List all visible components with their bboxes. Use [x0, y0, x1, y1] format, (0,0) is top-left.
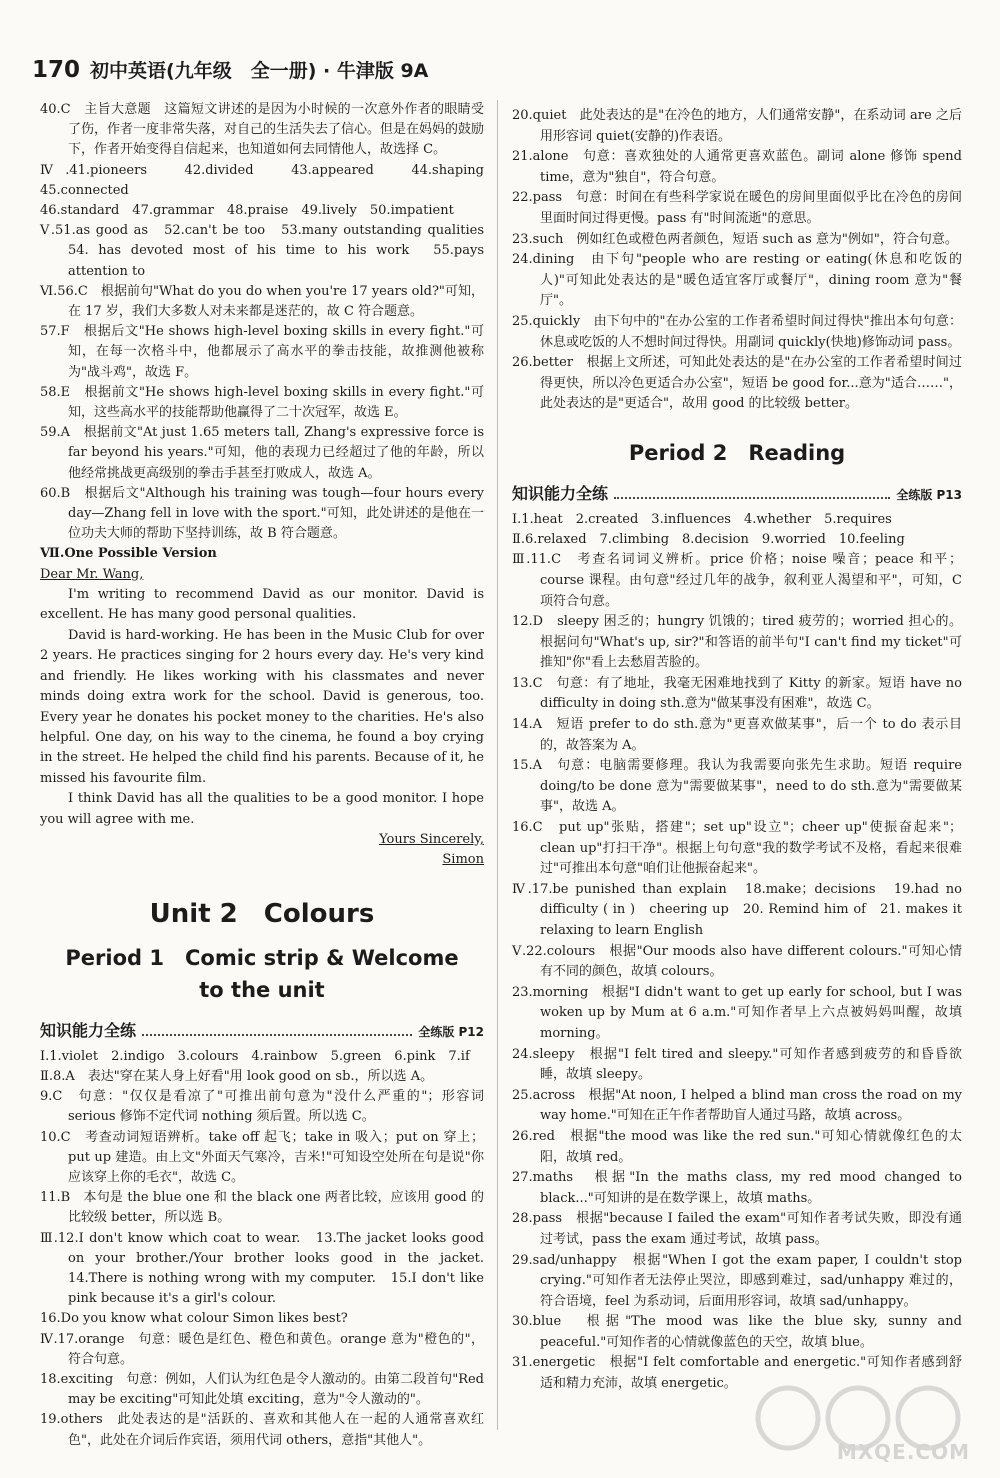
answer-entry: 16.C put up"张贴，搭建"；set up"设立"；cheer up"使振奋起来"；clean up"打扫干净"。根据上句句意"我的数学考试不及格，看起来很难过"可推出本句意"咱们让他振奋起来"。 [512, 820, 962, 877]
answer-entry: 25.quickly 由下句中的"在办公室的工作者希望时间过得快"推出本句句意：休息或吃饭的人不想时间过得快。用副词 quickly(快地)修饰动词 pass。 [512, 313, 962, 350]
answer-line: Ⅰ.1.heat 2.created 3.influences 4.whether 5.requires [512, 511, 892, 527]
column-divider [497, 100, 498, 1430]
answer-entry: Ⅲ.11.C 考查名词词义辨析。price 价格；noise 噪音；peace 和平；course 课程。由句意"经过几年的战争，叙利亚人渴望和平"，可知，C 项符合句意。 [512, 552, 962, 609]
answer-entry: Ⅱ.8.A 表达"穿在某人身上好看"用 look good on sb.，所以选 A。 [40, 1068, 434, 1084]
answer-line: 16.Do you know what colour Simon likes best? [40, 1311, 348, 1327]
dotted-leader [142, 1022, 412, 1036]
answer-entry: 11.B 本句是 the blue one 和 the black one 两者比较，应该用 good 的比较级 better，所以选 B。 [40, 1190, 484, 1226]
section-bar [40, 1018, 484, 1041]
answer-entry: Ⅵ.56.C 根据前句"What do you do when you're 17 years old?"可知，在 17 岁，我们大多数人对未来都是迷茫的，故 C 符合题意。 [40, 283, 484, 320]
answer-entry: Ⅴ.22.colours 根据"Our moods also have different colours."可知心情有不同的颜色，故填 colours。 [512, 943, 962, 980]
letter-paragraph: I think David has all the qualities to be a good monitor. I hope you will agree with me. [40, 791, 484, 827]
answer-line: Ⅰ.1.violet 2.indigo 3.colours 4.rainbow 5.green 6.pink 7.if [40, 1048, 470, 1064]
answer-entry: 58.E 根据前文"He shows high-level boxing skills in every fight."可知，这些高水平的技能帮助他赢得了二十次冠军，故选 E。 [40, 384, 484, 421]
answer-entry: 20.quiet 此处表达的是"在冷色的地方，人们通常安静"，在系动词 are 之后用形容词 quiet(安静的)作表语。 [512, 108, 962, 144]
answer-entry: 25.across 根据"At noon, I helped a blind man cross the road on my way home."可知在正午作者帮助盲人通过马路，故填 across。 [512, 1087, 962, 1124]
answer-entry: 57.F 根据后文"He shows high-level boxing skills in every fight."可知，在每一次格斗中，他都展示了高水平的拳击技能，故推测他被称为"战斗鸡"，故选 F。 [40, 324, 484, 380]
answer-entry: Ⅳ.17.be punished than explain 18.make；decisions 19.had no difficulty ( in ) cheering up 20. Remind him of 21. makes it relaxing to learn English [512, 881, 962, 938]
letter-closing: Yours Sincerely, [379, 831, 484, 847]
answer-line: Ⅱ.6.relaxed 7.climbing 8.decision 9.worried 10.feeling [512, 532, 905, 548]
answer-line: 46.standard 47.grammar 48.praise 49.lively 50.impatient [40, 203, 454, 219]
letter-salutation: Dear Mr. Wang, [40, 566, 144, 582]
answer-entry: 18.exciting 句意：例如，人们认为红色是令人激动的。由第二段首句"Red may be exciting"可知此处填 exciting，意为"令人激动的"。 [40, 1372, 484, 1408]
answer-entry: 24.dining 由下句"people who are resting or eating(休息和吃饭的人)"可知此处表达的是"暖色适宜客厅或餐厅"，dining room 意为"餐厅"。 [512, 252, 962, 309]
answer-entry: 19.others 此处表达的是"活跃的、喜欢和其他人在一起的人通常喜欢红色"，此处在介词后作宾语，须用代词 others，意指"其他人"。 [40, 1412, 484, 1448]
unit-title: Unit 2 Colours [149, 898, 375, 929]
answer-entry: 22.pass 句意：时间在有些科学家说在暖色的房间里面似乎比在冷色的房间里面时间过得更慢。pass 有"时间流逝"的意思。 [512, 190, 962, 226]
answer-entry: 10.C 考查动词短语辨析。take off 起飞；take in 吸入；put on 穿上；put up 建造。由上文"外面天气寒冷，吉米!"可知设空处所在句是说"你应该穿上你的毛衣"，故选 C。 [40, 1129, 484, 1185]
answer-entry: 13.C 句意：有了地址，我毫无困难地找到了 Kitty 的新家。短语 have no difficulty in doing sth.意为"做某事没有困难"，故选 C。 [512, 675, 962, 712]
answer-entry: 29.sad/unhappy 根据"When I got the exam paper, I couldn't stop crying."可知作者无法停止哭泣，即感到难过，sad/unhappy 难过的，符合语境，feel 为系动词，后面用形容词，故填 sad/unhappy。 [512, 1252, 962, 1309]
answer-entry: 26.better 根据上文所述，可知此处表达的是"在办公室的工作者希望时间过得更快，所以冷色更适合办公室"，短语 be good for...意为"适合……"，此处表达的是"更适合"，故用 good 的比较级 better。 [512, 355, 962, 412]
answer-entry: 23.morning 根据"I didn't want to get up early for school, but I was woken up by Mum at 6 a.m."可知作者早上六点被妈妈叫醒，故填 morning。 [512, 984, 962, 1041]
period-title-continued: to the unit [199, 977, 325, 1002]
answer-entry: 28.pass 根据"because I failed the exam"可知作者考试失败，即没有通过考试，pass the exam 通过考试，故填 pass。 [512, 1211, 962, 1247]
answer-entry: Ⅳ.17.orange 句意：暖色是红色、橙色和黄色。orange 意为"橙色的"，符合句意。 [40, 1331, 484, 1367]
section-page-ref: 全练版 P12 [418, 1024, 484, 1039]
answer-entry: 30.blue 根据"The mood was like the blue sky, sunny and peaceful."可知作者的心情就像蓝色的天空，故填 blue。 [512, 1314, 962, 1350]
answer-entry: 23.such 例如红色或橙色两者颜色，短语 such as 意为"例如"，符合句意。 [512, 231, 958, 247]
answer-entry: 24.sleepy 根据"I felt tired and sleepy."可知作者感到疲劳的和昏昏欲睡，故填 sleepy。 [512, 1046, 962, 1083]
letter-paragraph: David is hard-working. He has been in the Music Club for over 2 years. He practices singing for 2 hours every day. He's very kind and friendly. He likes working with his classmates and never minds doing extra work for the school. David is generous, too. Every year he donates his pocket money to the charities. He's also helpful. One day, on his way to the cinema, he found a boy crying in the street. He helped the child find his parents. Because of it, he missed his favourite film. [40, 627, 484, 786]
answer-entry: 27.maths 根据"In the maths class, my red mood changed to black..."可知讲的是在数学课上，故填 maths。 [512, 1170, 962, 1206]
sample-letter [40, 565, 484, 871]
section-label: 知识能力全练 [512, 483, 609, 503]
watermark-text: MXQE.COM [836, 1440, 970, 1464]
answer-entry: Ⅲ.12.I don't know which coat to wear. 13.The jacket looks good on your brother./Your brother looks good in the jacket. 14.There is nothing wrong with my computer. 15.I don't like pink because it's a girl's colour. [40, 1230, 498, 1307]
dotted-leader [614, 485, 890, 499]
page-number: 170 [32, 57, 81, 83]
answer-entry: 9.C 句意："仅仅是看凉了"可推出前句意为"没什么严重的"；形容词 serious 修饰不定代词 nothing 须后置。所以选 C。 [40, 1089, 484, 1125]
section-label: 知识能力全练 [40, 1020, 137, 1040]
answer-entry: 31.energetic 根据"I felt comfortable and energetic."可知作者感到舒适和精力充沛，故填 energetic。 [512, 1355, 962, 1392]
left-column [40, 100, 498, 1451]
answer-entry: Ⅴ.51.as good as 52.can't be too 53.many outstanding qualities 54. has devoted most of his time to his work 55.pays attention to [40, 223, 498, 279]
writing-section-label: Ⅶ.One Possible Version [40, 546, 217, 562]
answer-entry: 15.A 句意：电脑需要修理。我认为我需要向张先生求助。短语 require doing/to be done 意为"需要做某事"，need to do sth.意为"需要做某事"，故选 A。 [512, 758, 962, 815]
answer-entry: 21.alone 句意：喜欢独处的人通常更喜欢蓝色。副词 alone 修饰 spend time，意为"独自"，符合句意。 [512, 149, 962, 185]
section-page-ref: 全练版 P13 [896, 487, 962, 502]
answer-entry: 26.red 根据"the mood was like the red sun."可知心情就像红色的太阳，故填 red。 [512, 1128, 962, 1165]
letter-signature: Simon [442, 852, 484, 868]
letter-paragraph: I'm writing to recommend David as our monitor. David is excellent. He has many good personal qualities. [40, 587, 484, 623]
answer-entry: 12.D sleepy 困乏的；hungry 饥饿的；tired 疲劳的；worried 担心的。根据问句"What's up, sir?"和答语的前半句"I can't find my ticket"可推知"你"看上去愁眉苦脸的。 [512, 614, 962, 671]
period-title: Period 2 Reading [628, 440, 846, 465]
answer-entry: 60.B 根据后文"Although his training was tough—four hours every day—Zhang fell in love with the sport."可知，此处讲述的是他在一位功夫大师的帮助下坚持训练，故 B 符合题意。 [40, 485, 484, 542]
right-column [512, 106, 962, 1395]
answer-entry: 14.A 短语 prefer to do sth.意为"更喜欢做某事"，后一个 to do 表示目的，故答案为 A。 [512, 717, 962, 753]
period-title: Period 1 Comic strip & Welcome [65, 945, 459, 970]
answer-entry: 40.C 主旨大意题 这篇短文讲述的是因为小时候的一次意外作者的眼睛受了伤，作者一度非常失落，对自己的生活失去了信心。但是在妈妈的鼓励下，作者开始变得自信起来，也知道如何去同情他人，故选择 C。 [40, 102, 485, 158]
book-title: 初中英语(九年级 全一册) · 牛津版 9A [90, 60, 429, 82]
answer-entry: 59.A 根据前文"At just 1.65 meters tall, Zhang's expressive force is far beyond his years."可知，他的表现力已经超过了他的年龄，所以他经常挑战更高级别的拳击手甚至打败成人，故选 A。 [40, 425, 484, 481]
answer-line: Ⅳ.41.pioneers 42.divided 43.appeared 44.shaping 45.connected [40, 162, 498, 198]
page-header [32, 56, 428, 96]
section-bar [512, 481, 962, 504]
